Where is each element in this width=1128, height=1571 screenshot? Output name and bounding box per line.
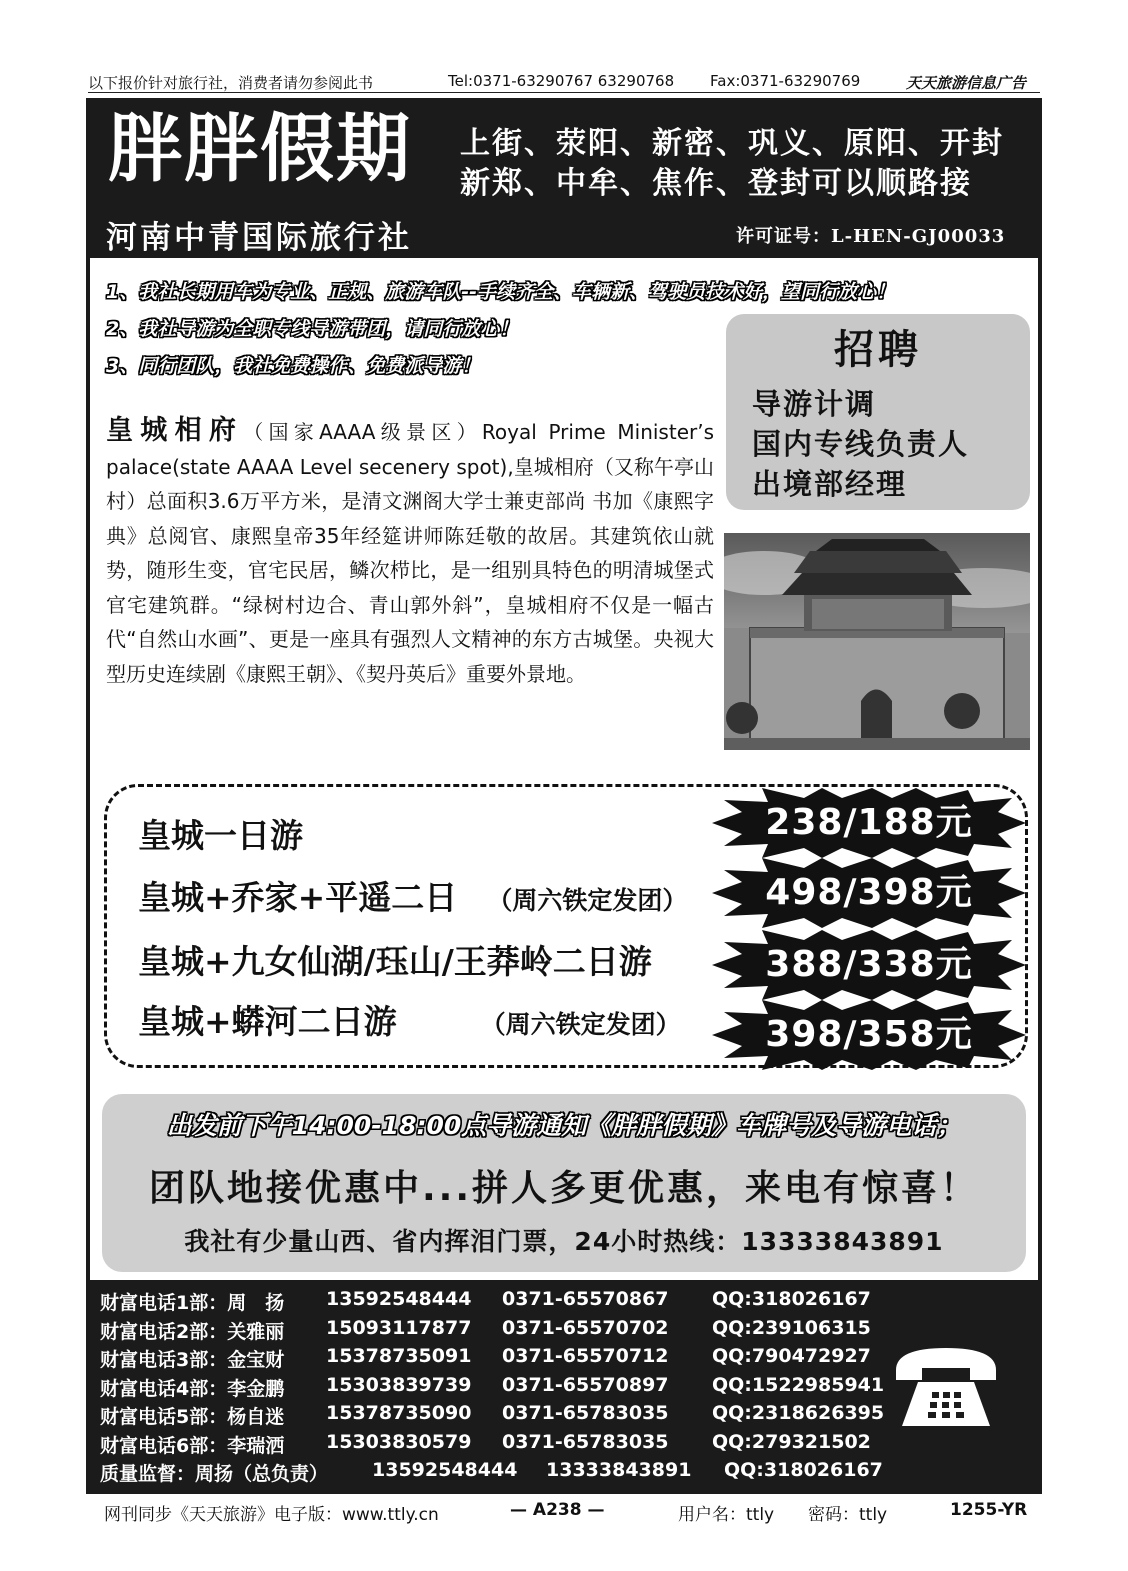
tour-price: 388/338元 (765, 944, 973, 985)
contact-dept: 财富电话5部：杨自迷 (100, 1406, 285, 1428)
contact-qq: QQ:318026167 (712, 1288, 871, 1310)
attraction-title: 皇城相府 (106, 415, 244, 446)
contact-tel: 0371-65570702 (502, 1317, 669, 1339)
price-burst (712, 858, 1026, 928)
contact-mobile: 15303839739 (326, 1374, 472, 1396)
note-3: 3、同行团队，我社免费操作、免费派导游！ (106, 355, 481, 377)
contact-qq: QQ:790472927 (712, 1345, 871, 1367)
brand-title: 胖胖假期 (108, 106, 412, 192)
agency-name: 河南中青国际旅行社 (106, 220, 412, 256)
tour-item (138, 810, 333, 857)
contact-tel: 0371-65570897 (502, 1374, 669, 1396)
contact-qq: QQ:239106315 (712, 1317, 871, 1339)
recruit-item: 出境部经理 (752, 467, 908, 501)
web-sync: 网刊同步《天天旅游》电子版：www.ttly.cn (104, 1505, 439, 1525)
contact-qq: QQ:1522985941 (712, 1374, 885, 1396)
pickup-areas (460, 124, 1004, 204)
contact-tel: 0371-65570712 (502, 1345, 669, 1367)
pickup-line-1: 上街、荥阳、新密、巩义、原阳、开封 (460, 126, 1004, 161)
recruit-title: 招聘 (834, 327, 922, 373)
top-info-bar (88, 68, 1040, 93)
tour-item (138, 872, 687, 919)
price-burst (712, 788, 1026, 858)
note-2: 2、我社导游为全职专线导游带团，请同行放心！ (106, 318, 519, 340)
issue-code: 1255-YR (950, 1500, 1028, 1520)
tour-item (138, 996, 681, 1043)
contact-dept: 财富电话6部：李瑞洒 (100, 1435, 285, 1457)
supervisor-mobile: 13592548444 (372, 1459, 518, 1481)
supervisor-mobile-2: 13333843891 (546, 1459, 692, 1481)
tour-price: 238/188元 (765, 802, 973, 843)
contact-mobile: 15093117877 (326, 1317, 472, 1339)
recruit-item: 国内专线负责人 (752, 427, 970, 461)
contact-dept: 财富电话1部：周 扬 (100, 1292, 285, 1314)
tour-note: （周六铁定发团） (480, 1010, 681, 1039)
contact-tel: 0371-65783035 (502, 1402, 669, 1424)
contact-mobile: 15378735090 (326, 1402, 472, 1424)
tel-number: Tel:0371-63290767 63290768 (448, 72, 675, 90)
password: 密码：ttly (808, 1505, 888, 1525)
tour-name: 皇城一日游 (138, 816, 303, 855)
supervisor-qq: QQ:318026167 (724, 1459, 883, 1481)
tour-name: 皇城+蟒河二日游 (138, 1002, 397, 1041)
recruit-item: 导游计调 (752, 387, 877, 421)
hotline-line: 我社有少量山西、省内挥泪门票，24小时热线：13333843891 (184, 1227, 944, 1256)
contact-dept: 财富电话2部：关雅丽 (100, 1321, 285, 1343)
supervisor-label: 质量监督：周扬（总负责） (100, 1463, 329, 1485)
tour-name: 皇城+乔家+平遥二日 (138, 878, 458, 917)
contact-dept: 财富电话3部：金宝财 (100, 1349, 285, 1371)
tour-item (138, 936, 682, 983)
contact-tel: 0371-65570867 (502, 1288, 669, 1310)
contact-mobile: 15303830579 (326, 1431, 472, 1453)
contact-qq: QQ:279321502 (712, 1431, 871, 1453)
contact-qq: QQ:2318626395 (712, 1402, 885, 1424)
guide-notice: 出发前下午14:00-18:00点导游通知《胖胖假期》车牌号及导游电话； (166, 1111, 962, 1140)
attraction-photo (724, 533, 1030, 750)
telephone-icon (890, 1340, 1002, 1432)
contact-mobile: 15378735091 (326, 1345, 472, 1367)
username: 用户名：ttly (678, 1505, 775, 1525)
price-burst (712, 930, 1026, 1000)
attraction-body: （国家AAAA级景区）Royal Prime Minister’s palace(state AAAA Level secenery spot),皇城相府（又称午亭山村）总面积3.6万平方米，是清文渊阁大学士兼吏部尚 书加《康熙字典》总阅官、康熙皇帝35年经筵讲师陈廷敬的故居。其建筑依山就势，随形生变，官宅民居，鳞次栉比，是一组别具特色的明清城堡式官宅建筑群。“绿树村边合、青山郭外斜”，皇城相府不仅是一幅古代“自然山水画”、更是一座具有强烈人文精神的东方古城堡。央视大型历史连续剧《康熙王朝》、《契丹英后》重要外景地。 (106, 420, 715, 686)
recruit-list (752, 384, 969, 504)
pickup-line-2: 新郑、中牟、焦作、登封可以顺路接 (460, 166, 972, 201)
tour-price: 398/358元 (765, 1014, 973, 1055)
tour-note: （周六铁定发团） (487, 886, 688, 915)
license-number: 许可证号：L-HEN-GJ00033 (736, 226, 1006, 247)
contact-mobile: 13592548444 (326, 1288, 472, 1310)
tour-price: 498/398元 (765, 872, 973, 913)
page-number: — A238 — (510, 1500, 605, 1520)
tour-name: 皇城+九女仙湖/珏山/王莽岭二日游 (138, 942, 652, 981)
price-burst (712, 1000, 1026, 1070)
discount-slogan: 团队地接优惠中...拼人多更优惠，来电有惊喜！ (148, 1168, 980, 1209)
attraction-description (106, 414, 714, 691)
note-1: 1、我社长期用车为专业、正规、旅游车队--手续齐全、车辆新、驾驶员技术好，望同行放心！ (106, 281, 895, 303)
trade-notice: 以下报价针对旅行社，消费者请勿参阅此书 (88, 74, 374, 92)
fax-number: Fax:0371-63290769 (710, 72, 861, 90)
contact-dept: 财富电话4部：李金鹏 (100, 1378, 285, 1400)
contact-tel: 0371-65783035 (502, 1431, 669, 1453)
publication-source: 天天旅游信息广告 (906, 74, 1027, 92)
